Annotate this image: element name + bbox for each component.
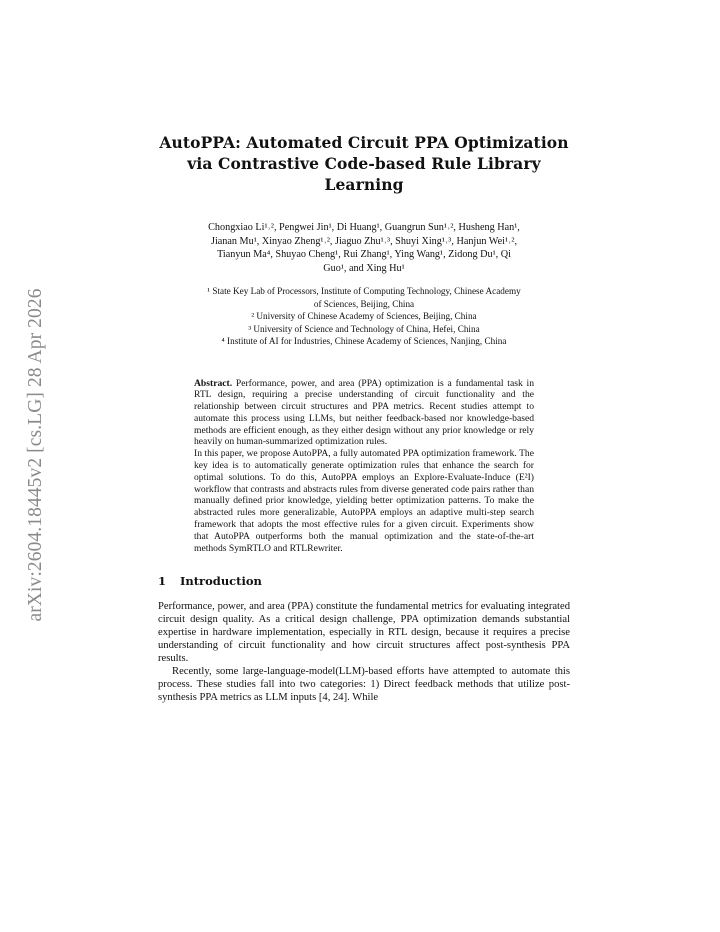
intro-paragraph-1: Performance, power, and area (PPA) constitute the fundamental metrics for evaluating integrated circuit design quality. As a critical design challenge, PPA optimization demands substantial expertise in hardware implementation, especially in RTL design, because it requires a precise understanding of circuit functionality and how circuit structures affect post-synthesis PPA results. <box>158 601 570 665</box>
title-line-1: AutoPPA: Automated Circuit PPA Optimization <box>159 133 569 152</box>
author-list <box>158 221 570 275</box>
abstract-label: Abstract. <box>194 377 233 389</box>
section-heading <box>158 574 570 588</box>
affiliation-list <box>158 285 570 348</box>
author-line-1: Chongxiao Li¹˒², Pengwei Jin¹, Di Huang¹, Guangrun Sun¹˒², Husheng Han¹, <box>208 222 520 233</box>
section-number: 1 <box>158 574 167 589</box>
affiliation-line-2: of Sciences, Beijing, China <box>313 298 415 309</box>
abstract-text-1: Performance, power, and area (PPA) optimization is a fundamental task in RTL design, requiring a precise understanding of circuit functionality and the relationship between circuit structures and PPA metrics. Recent studies attempt to automate this process using LLMs, but neither feedback-based nor knowledge-based methods are efficient enough, as they either design without any prior knowledge or rely heavily on human-summarized optimization rules. <box>194 377 534 448</box>
author-line-4: Guo¹, and Xing Hu¹ <box>323 262 405 274</box>
section-title: Introduction <box>180 574 262 589</box>
affiliation-line-3: ² University of Chinese Academy of Sciences, Beijing, China <box>251 311 477 321</box>
abstract <box>194 378 534 555</box>
intro-paragraph-2: Recently, some large-language-model(LLM)-based efforts have attempted to automate this process. These studies fall into two categories: 1) Direct feedback methods that utilize post-synthesis PPA metrics as LLM inputs [4, 24]. While <box>158 666 570 704</box>
paper-title <box>158 132 570 195</box>
author-line-3: Tianyun Ma⁴, Shuyao Cheng¹, Rui Zhang¹, Ying Wang¹, Zidong Du¹, Qi <box>217 249 511 260</box>
arxiv-stamp <box>22 260 50 650</box>
title-line-2: via Contrastive Code-based Rule Library <box>187 154 541 173</box>
intro-body <box>158 600 570 704</box>
title-line-3: Learning <box>324 175 404 194</box>
paper-page <box>158 132 570 704</box>
author-line-2: Jianan Mu¹, Xinyao Zheng¹˒², Jiaguo Zhu¹˒³, Shuyi Xing¹˒³, Hanjun Wei¹˒², <box>210 235 518 247</box>
arxiv-stamp-text: arXiv:2604.18445v2 [cs.LG] 28 Apr 2026 <box>25 288 46 622</box>
abstract-paragraph-1 <box>194 378 534 449</box>
abstract-paragraph-2: In this paper, we propose AutoPPA, a fully automated PPA optimization framework. The key idea is to automatically generate optimization rules that enhance the search for optimal solutions. To do this, AutoPPA employs an Explore-Evaluate-Induce (E²I) workflow that contrasts and abstracts rules from diverse generated code pairs rather than manually defined prior knowledge, yielding better optimization patterns. To make the abstracted rules more generalizable, AutoPPA employs an adaptive multi-step search framework that adopts the most effective rules for a given circuit. Experiments show that AutoPPA outperforms both the manual optimization and the state-of-the-art methods SymRTLO and RTLRewriter. <box>194 448 534 554</box>
affiliation-line-5: ⁴ Institute of AI for Industries, Chinese Academy of Sciences, Nanjing, China <box>221 336 507 346</box>
affiliation-line-1: ¹ State Key Lab of Processors, Institute of Computing Technology, Chinese Academy <box>207 286 521 296</box>
affiliation-line-4: ³ University of Science and Technology of China, Hefei, China <box>248 323 480 334</box>
